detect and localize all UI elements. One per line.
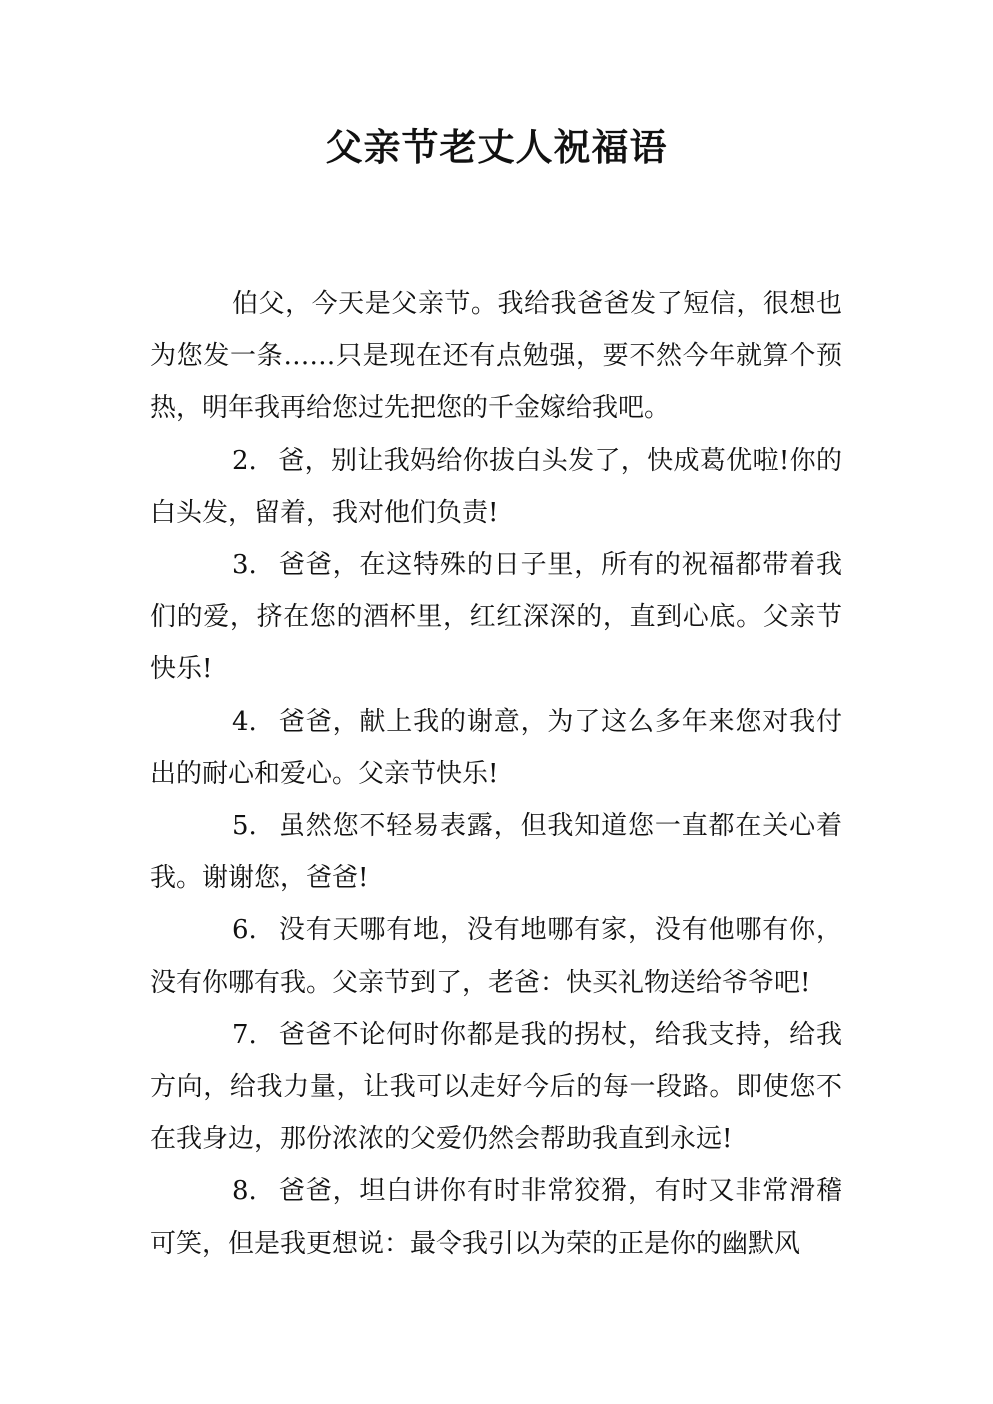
paragraph-4 (150, 696, 842, 800)
paragraph-text: 爸爸不论何时你都是我的拐杖，给我支持，给我方向，给我力量，让我可以走好今后的每一段路。即使您不在我身边，那份浓浓的父爱仍然会帮助我直到永远! (150, 1019, 842, 1155)
paragraph-text: 爸爸，献上我的谢意，为了这么多年来您对我付出的耐心和爱心。父亲节快乐! (150, 706, 842, 789)
paragraph-7 (150, 1009, 842, 1166)
paragraph-text: 爸爸，在这特殊的日子里，所有的祝福都带着我们的爱，挤在您的酒杯里，红红深深的，直到心底。父亲节快乐! (150, 550, 842, 685)
paragraph-1 (150, 278, 842, 435)
paragraph-number: 3. (232, 550, 257, 581)
paragraph-text: 爸爸，坦白讲你有时非常狡猾，有时又非常滑稽可笑，但是我更想说：最令我引以为荣的正是你的幽默风 (150, 1176, 842, 1259)
paragraph-number: 5. (232, 811, 257, 842)
document-body (150, 278, 842, 1270)
paragraph-8 (150, 1165, 842, 1269)
paragraph-3 (150, 539, 842, 696)
paragraph-text: 伯父，今天是父亲节。我给我爸爸发了短信，很想也为您发一条……只是现在还有点勉强，要不然今年就算个预热，明年我再给您过先把您的千金嫁给我吧。 (150, 289, 842, 424)
paragraph-number: 8. (232, 1176, 257, 1207)
paragraph-number: 2. (232, 445, 257, 476)
paragraph-text: 没有天哪有地，没有地哪有家，没有他哪有你，没有你哪有我。父亲节到了，老爸：快买礼物送给爷爷吧! (150, 915, 842, 998)
paragraph-number: 4. (232, 706, 257, 737)
document-title: 父亲节老丈人祝福语 (325, 125, 668, 169)
paragraph-text: 虽然您不轻易表露，但我知道您一直都在关心着我。谢谢您，爸爸! (150, 811, 842, 894)
paragraph-text: 爸，别让我妈给你拔白头发了，快成葛优啦!你的白头发，留着，我对他们负责! (150, 445, 842, 528)
paragraph-2 (150, 435, 842, 539)
paragraph-number: 7. (232, 1019, 257, 1050)
paragraph-6 (150, 904, 842, 1008)
paragraph-number: 6. (232, 915, 257, 946)
paragraph-5 (150, 800, 842, 904)
